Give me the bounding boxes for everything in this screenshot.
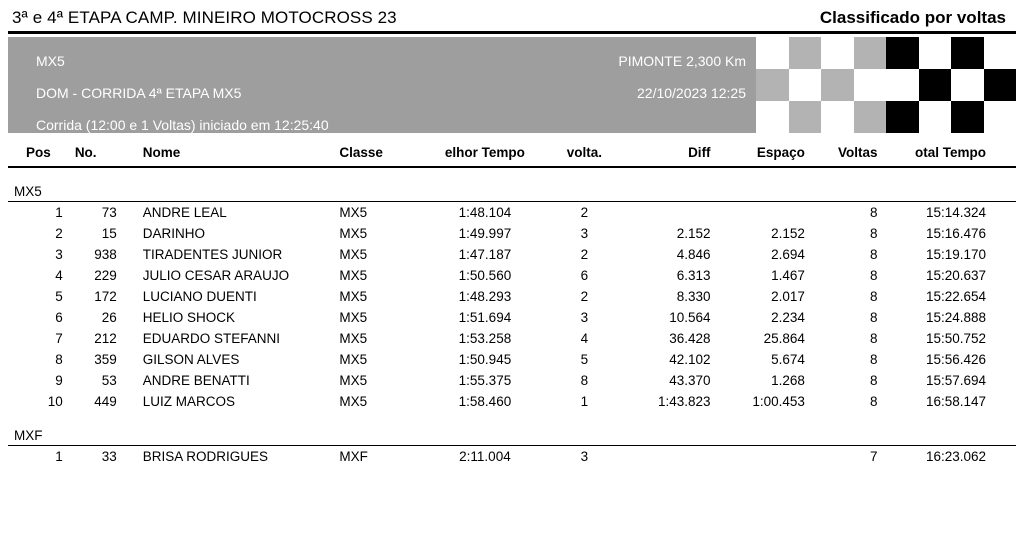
cell-volta: 6 [580, 268, 589, 283]
cell-melhor: 1:48.293 [458, 289, 512, 304]
cell-nome: DARINHO [142, 226, 206, 241]
table-row[interactable] [8, 370, 1016, 391]
cell-melhor: 1:58.460 [458, 394, 512, 409]
table-row[interactable] [8, 391, 1016, 412]
cell-volta: 3 [580, 310, 589, 325]
cell-nome: ANDRE BENATTI [142, 373, 250, 388]
cell-pos: 1 [55, 449, 63, 464]
cell-melhor: 1:50.560 [458, 268, 512, 283]
flag-cell [951, 69, 984, 101]
table-row[interactable] [8, 223, 1016, 244]
cell-pos: 8 [55, 352, 63, 367]
cell-nome: JULIO CESAR ARAUJO [142, 268, 290, 283]
cell-volta: 2 [580, 289, 589, 304]
cell-melhor: 1:47.187 [458, 247, 512, 262]
cell-classe: MXF [339, 449, 368, 464]
cell-volta: 3 [580, 226, 589, 241]
cell-classe: MX5 [339, 373, 368, 388]
cell-no: 26 [101, 310, 117, 325]
band-right [516, 37, 1016, 133]
class-group-label: MXF [14, 428, 43, 443]
cell-total: 15:57.694 [925, 373, 986, 388]
flag-cell [886, 37, 919, 69]
cell-total: 15:20.637 [925, 268, 986, 283]
cell-voltas: 8 [869, 226, 878, 241]
cell-nome: LUIZ MARCOS [142, 394, 236, 409]
cell-no: 33 [101, 449, 117, 464]
cell-melhor: 1:48.104 [458, 205, 512, 220]
cell-classe: MX5 [339, 352, 368, 367]
cell-no: 359 [94, 352, 117, 367]
cell-pos: 9 [55, 373, 63, 388]
cell-espaco [717, 446, 811, 468]
cell-espaco: 2.152 [771, 226, 805, 241]
cell-voltas: 8 [869, 352, 878, 367]
cell-no: 73 [101, 205, 117, 220]
col-voltas: Voltas [811, 139, 884, 167]
cell-classe: MX5 [339, 289, 368, 304]
cell-voltas: 8 [869, 289, 878, 304]
cell-total: 16:23.062 [925, 449, 986, 464]
cell-melhor: 1:53.258 [458, 331, 512, 346]
flag-cell [919, 37, 952, 69]
cell-espaco: 1.467 [771, 268, 805, 283]
flag-cell [756, 37, 789, 69]
cell-espaco: 1:00.453 [752, 394, 805, 409]
cell-volta: 5 [580, 352, 589, 367]
event-title: 3ª e 4ª ETAPA CAMP. MINEIRO MOTOCROSS 23 [12, 8, 397, 27]
cell-diff: 10.564 [669, 310, 711, 325]
report-title: Classificado por voltas [819, 8, 1006, 27]
cell-volta: 8 [580, 373, 589, 388]
flag-cell [886, 69, 919, 101]
cell-total: 15:50.752 [925, 331, 986, 346]
cell-total: 15:14.324 [925, 205, 986, 220]
cell-diff: 43.370 [669, 373, 711, 388]
race-info: Corrida (12:00 e 1 Voltas) iniciado em 12:25:40 [36, 117, 329, 133]
col-espaco: Espaço [717, 139, 811, 167]
cell-voltas: 8 [869, 373, 878, 388]
flag-cell [789, 37, 822, 69]
flag-cell [984, 37, 1017, 69]
cell-espaco: 5.674 [771, 352, 805, 367]
col-no: No. [69, 139, 127, 167]
cell-nome: TIRADENTES JUNIOR [142, 247, 283, 262]
flag-cell [919, 101, 952, 133]
track-and-date [516, 37, 756, 133]
cell-nome: EDUARDO STEFANNI [142, 331, 281, 346]
flag-cell [984, 101, 1017, 133]
flag-cell [756, 69, 789, 101]
cell-total: 15:16.476 [925, 226, 986, 241]
results-table-head [8, 139, 1016, 167]
cell-total: 15:56.426 [925, 352, 986, 367]
cell-pos: 2 [55, 226, 63, 241]
class-group-label: MX5 [14, 184, 42, 199]
cell-pos: 3 [55, 247, 63, 262]
page-header [8, 0, 1016, 34]
table-header-row [8, 139, 1016, 167]
class-label: MX5 [36, 53, 65, 69]
cell-no: 15 [101, 226, 117, 241]
cell-volta: 3 [580, 449, 589, 464]
flag-cell [951, 101, 984, 133]
cell-volta: 2 [580, 205, 589, 220]
cell-diff [622, 202, 716, 224]
cell-total: 15:22.654 [925, 289, 986, 304]
cell-voltas: 8 [869, 310, 878, 325]
cell-espaco [717, 202, 811, 224]
cell-pos: 10 [47, 394, 63, 409]
flag-cell [854, 37, 887, 69]
col-total: otal Tempo [883, 139, 1016, 167]
flag-cell [854, 101, 887, 133]
cell-nome: LUCIANO DUENTI [142, 289, 257, 304]
cell-total: 15:19.170 [925, 247, 986, 262]
cell-espaco: 25.864 [763, 331, 805, 346]
cell-classe: MX5 [339, 268, 368, 283]
cell-voltas: 7 [869, 449, 878, 464]
cell-diff: 2.152 [676, 226, 711, 241]
datetime-label: 22/10/2023 12:25 [637, 85, 746, 101]
cell-no: 938 [94, 247, 117, 262]
cell-melhor: 1:50.945 [458, 352, 512, 367]
cell-voltas: 8 [869, 247, 878, 262]
cell-diff: 1:43.823 [658, 394, 711, 409]
cell-no: 229 [94, 268, 117, 283]
flag-cell [951, 37, 984, 69]
cell-voltas: 8 [869, 331, 878, 346]
cell-nome: ANDRE LEAL [142, 205, 227, 220]
cell-melhor: 1:51.694 [458, 310, 512, 325]
col-diff: Diff [622, 139, 716, 167]
cell-pos: 4 [55, 268, 63, 283]
cell-classe: MX5 [339, 226, 368, 241]
table-row[interactable] [8, 328, 1016, 349]
table-row[interactable] [8, 307, 1016, 328]
results-table [8, 139, 1016, 467]
cell-voltas: 8 [869, 394, 878, 409]
flag-cell [919, 69, 952, 101]
cell-voltas: 8 [869, 268, 878, 283]
table-row[interactable] [8, 265, 1016, 286]
results-table-body [8, 167, 1016, 467]
cell-espaco: 2.694 [771, 247, 805, 262]
flag-cell [789, 69, 822, 101]
flag-cell [756, 101, 789, 133]
flag-cell [886, 101, 919, 133]
cell-no: 212 [94, 331, 117, 346]
col-melhor: elhor Tempo [423, 139, 546, 167]
table-row[interactable] [8, 286, 1016, 307]
cell-classe: MX5 [339, 205, 368, 220]
flag-cell [821, 69, 854, 101]
flag-cell [789, 101, 822, 133]
table-row[interactable] [8, 349, 1016, 370]
cell-diff: 4.846 [676, 247, 711, 262]
cell-voltas: 8 [869, 205, 878, 220]
cell-espaco: 2.234 [771, 310, 805, 325]
cell-diff [622, 446, 716, 468]
cell-diff: 8.330 [676, 289, 711, 304]
table-row[interactable] [8, 446, 1016, 468]
cell-espaco: 1.268 [771, 373, 805, 388]
flag-cell [854, 69, 887, 101]
flag-cell [821, 37, 854, 69]
checkered-flag-icon [756, 37, 1016, 133]
cell-classe: MX5 [339, 247, 368, 262]
col-volta: volta. [547, 139, 623, 167]
track-label: PIMONTE 2,300 Km [618, 53, 746, 69]
cell-classe: MX5 [339, 310, 368, 325]
cell-pos: 7 [55, 331, 63, 346]
cell-pos: 6 [55, 310, 63, 325]
cell-total: 16:58.147 [925, 394, 986, 409]
cell-melhor: 1:55.375 [458, 373, 512, 388]
class-group-row [8, 167, 1016, 201]
cell-total: 15:24.888 [925, 310, 986, 325]
cell-volta: 2 [580, 247, 589, 262]
session-info-lines [8, 37, 329, 133]
col-classe: Classe [333, 139, 423, 167]
cell-nome: BRISA RODRIGUES [142, 449, 269, 464]
cell-volta: 4 [580, 331, 589, 346]
cell-diff: 42.102 [669, 352, 711, 367]
table-row[interactable] [8, 202, 1016, 224]
col-pos: Pos [8, 139, 69, 167]
cell-melhor: 2:11.004 [459, 449, 511, 464]
cell-nome: HELIO SHOCK [142, 310, 236, 325]
session-label: DOM - CORRIDA 4ª ETAPA MX5 [36, 85, 242, 101]
cell-classe: MX5 [339, 331, 368, 346]
cell-espaco: 2.017 [771, 289, 805, 304]
cell-classe: MX5 [339, 394, 368, 409]
cell-no: 53 [101, 373, 117, 388]
class-group-row [8, 412, 1016, 445]
cell-nome: GILSON ALVES [142, 352, 240, 367]
cell-no: 172 [94, 289, 117, 304]
col-nome: Nome [127, 139, 334, 167]
cell-melhor: 1:49.997 [458, 226, 512, 241]
cell-volta: 1 [580, 394, 589, 409]
cell-diff: 36.428 [669, 331, 711, 346]
flag-cell [984, 69, 1017, 101]
cell-no: 449 [94, 394, 117, 409]
cell-pos: 1 [55, 205, 63, 220]
cell-pos: 5 [55, 289, 63, 304]
session-info-band [8, 37, 1016, 133]
cell-diff: 6.313 [676, 268, 711, 283]
table-row[interactable] [8, 244, 1016, 265]
flag-cell [821, 101, 854, 133]
